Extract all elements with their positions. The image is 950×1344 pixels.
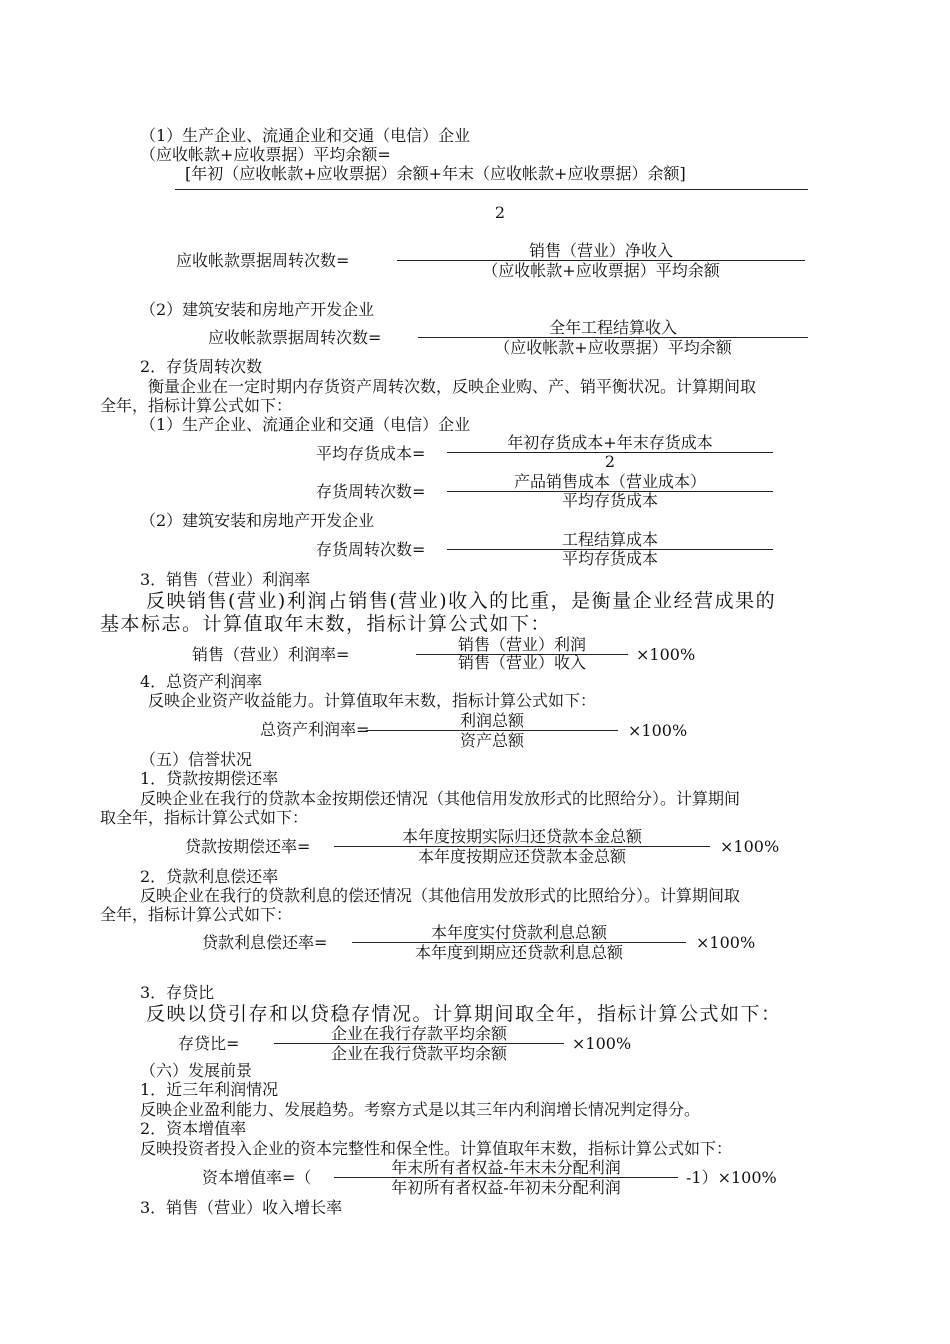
- percent-multiplier: ×100%: [636, 645, 696, 664]
- paragraph-text: 取全年，指标计算公式如下：: [100, 808, 309, 827]
- formula-denominator: 本年度到期应还贷款利息总额: [414, 943, 623, 962]
- formula-tail: -1）×100%: [686, 1168, 777, 1187]
- formula-label-deposit-loan-ratio: 存贷比=: [178, 1034, 240, 1053]
- formula-numerator: 企业在我行存款平均余额: [330, 1024, 507, 1043]
- paragraph-text: 衡量企业在一定时期内存货资产周转次数，反映企业购、产、销平衡状况。计算期间取: [148, 377, 757, 396]
- heading-production-enterprises: （1）生产企业、流通企业和交通（电信）企业: [140, 126, 471, 145]
- paragraph-text: 反映销售(营业)利润占销售(营业)收入的比重，是衡量企业经营成果的: [146, 590, 777, 612]
- formula-denominator: 本年度按期应还贷款本金总额: [417, 847, 626, 866]
- heading-production-enterprises: （1）生产企业、流通企业和交通（电信）企业: [140, 415, 471, 434]
- formula-numerator: 年初存货成本+年末存货成本: [507, 433, 713, 452]
- formula-denominator: （应收帐款+应收票据）平均余额: [482, 261, 720, 280]
- formula-numerator: 本年度实付贷款利息总额: [430, 923, 607, 942]
- formula-numerator: 利润总额: [459, 711, 524, 730]
- section-title-credit-status: （五）信誉状况: [140, 750, 253, 769]
- item-title-deposit-loan-ratio: 3．存贷比: [140, 983, 215, 1002]
- percent-multiplier: ×100%: [628, 721, 688, 740]
- formula-denominator: 2: [604, 452, 616, 471]
- formula-label-loan-repayment-rate: 贷款按期偿还率=: [185, 837, 311, 856]
- formula-denominator: 年初所有者权益-年初未分配利润: [391, 1178, 621, 1197]
- formula-numerator: 销售（营业）利润: [457, 635, 586, 654]
- formula-numerator: [年初（应收帐款+应收票据）余额+年末（应收帐款+应收票据）余额]: [185, 164, 686, 183]
- section-title-inventory-turnover: 2．存货周转次数: [140, 357, 263, 376]
- formula-numerator: 本年度按期实际归还贷款本金总额: [401, 827, 642, 846]
- heading-construction-enterprises: （2）建筑安装和房地产开发企业: [140, 300, 375, 319]
- item-title-capital-appreciation-rate: 2．资本增值率: [140, 1119, 247, 1138]
- formula-denominator: 销售（营业）收入: [457, 653, 586, 672]
- percent-multiplier: ×100%: [572, 1034, 632, 1053]
- formula-label-inventory-turnover: 存货周转次数=: [316, 482, 426, 501]
- formula-denominator: 企业在我行贷款平均余额: [330, 1044, 507, 1063]
- formula-label-total-asset-profit-rate: 总资产利润率=: [260, 720, 370, 739]
- paragraph-text: 反映投资者投入企业的资本完整性和保全性。计算值取年末数，指标计算公式如下：: [140, 1139, 733, 1158]
- formula-numerator: 年末所有者权益-年末未分配利润: [391, 1158, 621, 1177]
- formula-numerator: 工程结算成本: [561, 530, 658, 549]
- item-title-sales-growth-rate: 3．销售（营业）收入增长率: [140, 1198, 343, 1217]
- formula-label-avg-inventory: 平均存货成本=: [316, 444, 426, 463]
- paragraph-text: 基本标志。计算值取年末数，指标计算公式如下：: [100, 613, 552, 635]
- fraction-bar: [175, 189, 808, 190]
- paragraph-text: 全年，指标计算公式如下：: [100, 396, 293, 415]
- paragraph-text: 反映企业在我行的贷款利息的偿还情况（其他信用发放形式的比照给分）。计算期间取: [140, 886, 741, 905]
- item-title-loan-interest-rate: 2．贷款利息偿还率: [140, 867, 279, 886]
- percent-multiplier: ×100%: [696, 933, 756, 952]
- paragraph-text: 反映企业盈利能力、发展趋势。考察方式是以其三年内利润增长情况判定得分。: [140, 1100, 701, 1119]
- formula-numerator: 产品销售成本（营业成本）: [513, 472, 706, 491]
- percent-multiplier: ×100%: [720, 837, 780, 856]
- item-title-loan-repayment-rate: 1．贷款按期偿还率: [140, 769, 279, 788]
- section-title-development-outlook: （六）发展前景: [140, 1061, 253, 1080]
- formula-numerator: 销售（营业）净收入: [528, 241, 673, 260]
- paragraph-text: 全年，指标计算公式如下：: [100, 905, 293, 924]
- paragraph-text: 反映企业资产收益能力。计算值取年末数，指标计算公式如下：: [148, 691, 597, 710]
- formula-label-sales-profit-rate: 销售（营业）利润率=: [192, 645, 350, 664]
- paragraph-text: 反映企业在我行的贷款本金按期偿还情况（其他信用发放形式的比照给分）。计算期间: [140, 789, 741, 808]
- item-title-three-year-profit: 1．近三年利润情况: [140, 1080, 279, 1099]
- formula-label-loan-interest-rate: 贷款利息偿还率=: [202, 933, 328, 952]
- formula-denominator: （应收帐款+应收票据）平均余额: [494, 338, 732, 357]
- section-title-sales-profit-rate: 3．销售（营业）利润率: [140, 570, 311, 589]
- formula-label-capital-appreciation-rate: 资本增值率=（: [202, 1168, 312, 1187]
- formula-label-inventory-turnover-2: 存货周转次数=: [316, 540, 426, 559]
- formula-denominator: 资产总额: [459, 731, 524, 750]
- formula-denominator: 平均存货成本: [561, 491, 658, 510]
- formula-numerator: 全年工程结算收入: [548, 318, 677, 337]
- formula-denominator: 平均存货成本: [561, 549, 658, 568]
- heading-construction-enterprises: （2）建筑安装和房地产开发企业: [140, 511, 375, 530]
- formula-label-receivables-turnover: 应收帐款票据周转次数=: [176, 251, 350, 270]
- formula-label-avg-receivables: （应收帐款+应收票据）平均余额=: [140, 145, 391, 164]
- formula-denominator: 2: [494, 203, 506, 222]
- paragraph-text: 反映以贷引存和以贷稳存情况。计算期间取全年，指标计算公式如下：: [146, 1003, 782, 1025]
- formula-label-receivables-turnover-2: 应收帐款票据周转次数=: [208, 328, 382, 347]
- section-title-total-asset-profit-rate: 4．总资产利润率: [140, 672, 263, 691]
